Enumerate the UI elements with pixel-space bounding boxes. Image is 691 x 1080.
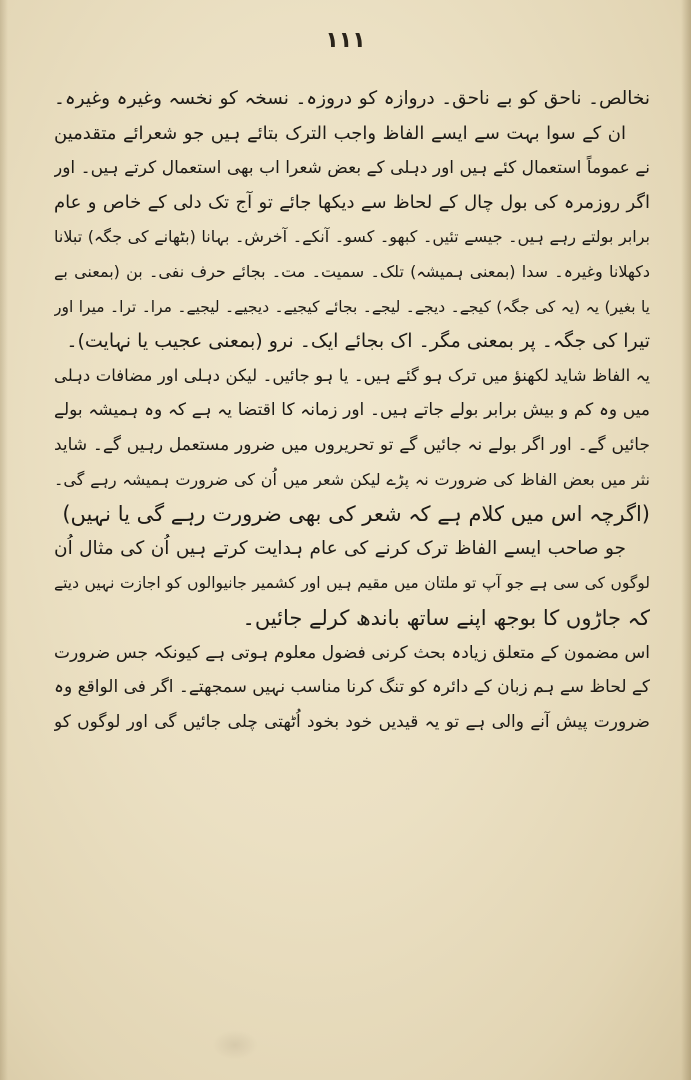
text-line: جائیں گے۔ اور اگر بولے نہ جائیں گے تو تحریروں میں ضرور مستعمل رہیں گے۔ شاید xyxy=(54,434,650,455)
page-left-shadow xyxy=(0,0,8,1080)
page-right-shadow xyxy=(681,0,691,1080)
text-line: کے لحاظ سے ہم زبان کے دائرہ کو تنگ کرنا مناسب نہیں سمجھتے۔ اگر فی الواقع وہ xyxy=(54,677,650,698)
text-line: اس مضمون کے متعلق زیادہ بحث کرنی فضول معلوم ہوتی ہے کیونکہ جس ضرورت xyxy=(54,642,650,663)
text-line: نخالص۔ ناحق کو بے ناحق۔ دروازہ کو دروزہ۔ نسخہ کو نخسہ وغیرہ وغیرہ۔ xyxy=(54,88,650,109)
text-line: جو صاحب ایسے الفاظ ترک کرنے کی عام ہدایت کرتے ہیں اُن کی مثال اُن xyxy=(54,537,626,559)
text-line: ضرورت پیش آنے والی ہے تو یہ قیدیں خود بخود اُٹھتی چلی جائیں گی اور لوگوں کو xyxy=(54,711,650,732)
text-line: یا بغیر) یہ (یہ کی جگہ) کیجے۔ دیجے۔ لیجے۔ بجائے کیجیے۔ دیجیے۔ لیجیے۔ مرا۔ ترا۔ میرا اور xyxy=(54,297,650,316)
text-line: نثر میں بعض الفاظ کی ضرورت نہ پڑے لیکن شعر میں اُن کی ضرورت ہمیشہ رہے گی۔ xyxy=(54,469,650,489)
text-line: برابر بولتے رہے ہیں۔ جیسے تئیں۔ کبھو۔ کسو۔ آنکے۔ آخرش۔ بہانا (بٹھانے کی جگہ) تبلانا xyxy=(54,227,650,247)
text-line: میں وہ کم و بیش برابر بولے جاتے ہیں۔ اور زمانہ کا اقتضا یہ ہے کہ وہ ہمیشہ بولے xyxy=(54,400,650,421)
text-line: نے عموماً استعمال کئے ہیں اور دہلی کے بعض شعرا اب بھی استعمال کرتے ہیں۔ اور xyxy=(54,158,650,179)
text-line: (اگرچہ اس میں کلام ہے کہ شعر کی بھی ضرورت رہے گی یا نہیں) xyxy=(62,502,650,527)
text-line: دکھلانا وغیرہ۔ سدا (بمعنی ہمیشہ) تلک۔ سمیت۔ مت۔ بجائے حرف نفی۔ بن (بمعنی بے xyxy=(54,261,650,281)
text-line: تیرا کی جگہ۔ پر بمعنی مگر۔ اک بجائے ایک۔ نرو (بمعنی عجیب یا نہایت)۔ xyxy=(66,330,650,353)
text-line: لوگوں کی سی ہے جو آپ تو ملتان میں مقیم ہیں اور کشمیر جانیوالوں کو اجازت نہیں دیتے xyxy=(54,574,650,593)
text-line: اگر روزمرہ کی بول چال کے لحاظ سے دیکھا جائے تو آج تک دلی کے خاص و عام xyxy=(54,191,650,213)
text-line: یہ الفاظ شاید لکھنؤ میں ترک ہو گئے ہیں۔ یا ہو جائیں۔ لیکن دہلی اور مضافات دہلی xyxy=(54,365,650,385)
text-line: کہ جاڑوں کا بوجھ اپنے ساتھ باندھ کرلے جائیں۔ xyxy=(242,605,650,630)
paper-smudge xyxy=(212,1030,258,1060)
page-number: ۱۱۱ xyxy=(325,28,366,53)
text-line: ان کے سوا بہت سے ایسے الفاظ واجب الترک بتائے ہیں جو شعرائے متقدمین xyxy=(54,122,626,144)
page-body-text xyxy=(54,82,650,739)
